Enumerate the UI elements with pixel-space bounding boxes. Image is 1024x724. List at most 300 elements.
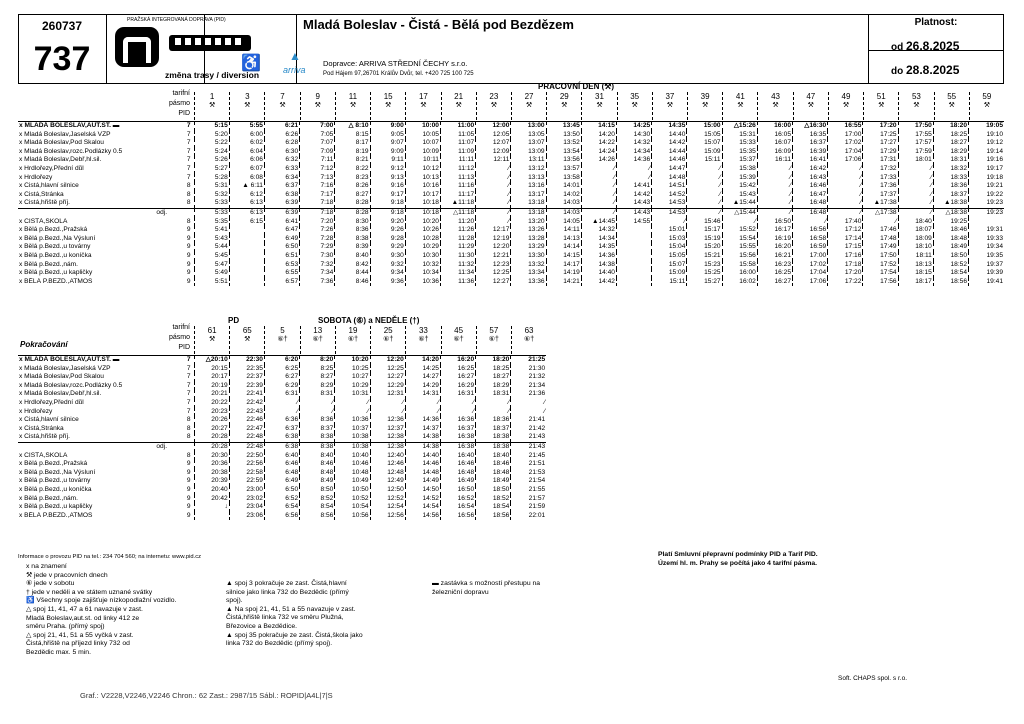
departure-time: 18:54 — [476, 503, 511, 512]
departure-time: 14:43 — [616, 199, 651, 208]
trip-number-label: 47 — [806, 92, 816, 101]
departure-time: 17:27 — [863, 139, 898, 148]
zone-header-line: PID — [178, 344, 190, 351]
tariff-zone: 9 — [186, 468, 191, 476]
departure-time: ⁄ — [898, 182, 933, 191]
departure-time: 12:05 — [476, 131, 511, 140]
departure-time: 8:42 — [335, 261, 370, 270]
departure-time: 16:43 — [793, 174, 828, 183]
departure-time: 16:25 — [757, 269, 792, 278]
departure-time: 10:38 — [335, 433, 370, 442]
departure-time: ⁄ — [476, 191, 511, 200]
departure-time — [229, 269, 264, 278]
departure-time: 12:40 — [370, 452, 405, 461]
departure-time: 18:56 — [476, 512, 511, 521]
trip-days-mark: ⚒ — [807, 102, 814, 109]
departure-time: 20:26 — [194, 416, 229, 425]
departure-time: ⁄ — [264, 399, 299, 408]
trip-number-label: 1 — [209, 92, 215, 101]
departure-time: 16:56 — [793, 226, 828, 235]
trip-number — [229, 326, 264, 354]
tariff-zone: 8 — [186, 451, 191, 459]
departure-time: 22:37 — [229, 373, 264, 382]
departure-time: 12:31 — [370, 390, 405, 399]
departure-time: 19:22 — [969, 191, 1004, 200]
stop-name: x Hrdlořezy — [19, 407, 53, 415]
departure-time: 19:18 — [969, 174, 1004, 183]
departure-time: 17:32 — [863, 165, 898, 174]
departure-time: 15:39 — [722, 174, 757, 183]
departure-time: 6:38 — [264, 442, 299, 451]
trip-number-label: 9 — [315, 92, 320, 101]
departure-time: 14:34 — [581, 235, 616, 244]
tariff-zone: 9 — [186, 494, 191, 502]
departure-time: 18:40 — [476, 452, 511, 461]
timetable-page — [18, 14, 1004, 690]
departure-time: 8:50 — [300, 486, 335, 495]
departure-time: 11:00 — [440, 122, 475, 131]
departure-time: ⁄ — [476, 182, 511, 191]
departure-time: 17:02 — [828, 139, 863, 148]
table-row — [18, 261, 1004, 270]
stop-name: x ČISTÁ,ŠKOLA — [19, 217, 68, 225]
departure-time: 17:40 — [828, 218, 863, 227]
departure-time: 19:17 — [969, 165, 1004, 174]
tariff-zone: 7 — [186, 173, 191, 181]
departure-time: 12:11 — [476, 156, 511, 165]
departure-time: 19:14 — [969, 148, 1004, 157]
departure-time: 19:21 — [969, 182, 1004, 191]
departure-time: 19:23 — [969, 199, 1004, 208]
departure-time: 18:29 — [476, 382, 511, 391]
departure-time: 18:20 — [933, 122, 968, 131]
trip-days-mark: ⚒ — [913, 102, 920, 109]
trip-number — [264, 326, 299, 354]
trip-days-mark: ⚒ — [385, 102, 392, 109]
line-number: 737 — [33, 40, 91, 78]
departure-time: 10:38 — [335, 442, 370, 451]
departure-time: ⁄ — [757, 165, 792, 174]
departure-time: 21:43 — [511, 433, 546, 442]
trip-number — [370, 92, 405, 120]
departure-time: 23:00 — [229, 486, 264, 495]
departure-time: 18:49 — [476, 477, 511, 486]
departure-time: 22:46 — [229, 416, 264, 425]
trip-days-mark: ⚒ — [561, 102, 568, 109]
departure-time: 19:12 — [969, 139, 1004, 148]
departure-time: 6:08 — [229, 174, 264, 183]
departure-time: 6:00 — [229, 131, 264, 140]
trip-number-label: 27 — [524, 92, 534, 101]
trip-days-mark: ⚒ — [596, 102, 603, 109]
stop-name: x Bělá p.Bezd.,Na Výsluní — [19, 234, 96, 242]
departure-time: 14:49 — [405, 477, 440, 486]
departure-time: 16:25 — [440, 365, 475, 374]
departure-time: 8:40 — [300, 452, 335, 461]
legend-line: Čistá,hřiště linka 732 ve směru Plužná, — [226, 614, 344, 622]
trip-number — [898, 92, 933, 120]
departure-time: 16:23 — [757, 261, 792, 270]
trip-number — [511, 326, 546, 354]
departure-time: 14:21 — [546, 278, 581, 287]
departure-time: 18:38 — [476, 442, 511, 451]
departure-time: 14:32 — [616, 139, 651, 148]
trip-days-mark: ⚒ — [666, 102, 674, 109]
table-row — [18, 191, 1004, 200]
departure-time: 17:48 — [863, 235, 898, 244]
departure-time: 14:19 — [546, 269, 581, 278]
departure-time: 13:17 — [511, 191, 546, 200]
trip-number — [405, 92, 440, 120]
departure-time: ⁄ — [264, 408, 299, 417]
departure-time: 10:20 — [405, 218, 440, 227]
trip-number-label: 63 — [524, 326, 534, 335]
legend-line: Čistá,hřiště na příjezd linky 732 od — [26, 640, 130, 648]
trip-number — [757, 92, 792, 120]
trip-days-mark: ⑥† — [312, 336, 323, 343]
departure-time: 13:29 — [511, 243, 546, 252]
trip-number-label: 57 — [489, 326, 499, 335]
trip-number — [617, 92, 652, 120]
stop-name: x Bělá p.Bezd.,nám. — [19, 260, 79, 268]
departure-time: 18:11 — [898, 252, 933, 261]
departure-time: 5:41 — [194, 226, 229, 235]
tariff-zone: 7 — [186, 364, 191, 372]
departure-time: 6:39 — [264, 208, 299, 217]
departure-time: 11:20 — [440, 218, 475, 227]
departure-time: 9:12 — [370, 165, 405, 174]
departure-time: ⁄ — [581, 191, 616, 200]
departure-time: 17:02 — [793, 261, 828, 270]
trip-number — [405, 326, 440, 354]
departure-time: 17:18 — [828, 261, 863, 270]
departure-time: 18:48 — [476, 469, 511, 478]
departure-time: ⁄ — [757, 208, 792, 217]
trip-number — [828, 92, 863, 120]
departure-time: 7:05 — [300, 131, 335, 140]
line-number-box — [19, 15, 107, 83]
departure-time: 13:50 — [546, 131, 581, 140]
departure-time: 13:11 — [511, 156, 546, 165]
departure-time: 13:34 — [511, 269, 546, 278]
departure-time: 8:26 — [335, 182, 370, 191]
carrier-address: Pod Hájem 97,26701 Králův Dvůr, tel. +420 725 100 725 — [323, 71, 474, 77]
departure-time: 8:31 — [300, 390, 335, 399]
departure-time: ⁄ — [757, 174, 792, 183]
departure-time: 12:17 — [476, 226, 511, 235]
tariff-zone: 9 — [186, 511, 191, 519]
departure-time: 7:11 — [300, 156, 335, 165]
departure-time: 8:46 — [300, 460, 335, 469]
table-row — [18, 373, 546, 382]
trip-number-label: 7 — [280, 92, 285, 101]
departure-time: 19:23 — [969, 208, 1004, 217]
departure-time: 14:46 — [405, 460, 440, 469]
departure-time: 16:19 — [757, 235, 792, 244]
departure-time: 19:25 — [933, 218, 968, 227]
departure-time: 11:34 — [440, 269, 475, 278]
departure-time: 14:50 — [405, 486, 440, 495]
departure-time: 16:48 — [440, 469, 475, 478]
trip-days-mark: ⚒ — [948, 102, 955, 109]
departure-time: 14:38 — [581, 261, 616, 270]
legend-line: ⚒ jede v pracovních dnech — [26, 571, 108, 579]
departure-time: 6:07 — [229, 165, 264, 174]
departure-time: 12:48 — [370, 469, 405, 478]
departure-time: 11:07 — [440, 139, 475, 148]
departure-time: 5:33 — [194, 208, 229, 217]
departure-time: 16:50 — [757, 218, 792, 227]
departure-time: 13:18 — [511, 199, 546, 208]
departure-time: 5:55 — [229, 122, 264, 131]
departure-time: 17:33 — [863, 174, 898, 183]
table-row — [18, 218, 1004, 227]
departure-time: 16:02 — [722, 278, 757, 287]
departure-time: 10:29 — [405, 243, 440, 252]
departure-time: 18:13 — [898, 261, 933, 270]
departure-time: 15:33 — [722, 139, 757, 148]
departure-time: 5:47 — [194, 261, 229, 270]
trip-number-label: 31 — [595, 92, 604, 101]
departure-time: 17:00 — [793, 252, 828, 261]
departure-time: 13:32 — [511, 261, 546, 270]
departure-time: ▲ 6:11 — [229, 182, 264, 191]
departure-time: 22:59 — [229, 477, 264, 486]
stop-name: x Mladá Boleslav,Jaselská VZP — [19, 364, 111, 372]
table-row — [18, 208, 1004, 217]
departure-time: 12:38 — [370, 442, 405, 451]
tariff-zone: 9 — [186, 226, 191, 234]
departure-time: 20:28 — [194, 442, 229, 451]
departure-time: 6:56 — [264, 512, 299, 521]
departure-time: 7:07 — [300, 139, 335, 148]
departure-time: ⁄ — [828, 208, 863, 217]
trip-days-mark: ⑥† — [488, 336, 499, 343]
table-row — [18, 495, 546, 504]
departure-time: 12:29 — [370, 382, 405, 391]
departure-time: 18:29 — [933, 148, 968, 157]
departure-time: 6:48 — [264, 469, 299, 478]
departure-time: 10:25 — [335, 365, 370, 374]
tariff-zone: 9 — [186, 477, 191, 485]
departure-time: 5:51 — [194, 278, 229, 287]
tariff-zone: 9 — [186, 251, 191, 259]
departure-time: 8:36 — [300, 416, 335, 425]
tariff-zone: 9 — [186, 503, 191, 511]
departure-time: 5:27 — [194, 165, 229, 174]
departure-time: 8:17 — [335, 139, 370, 148]
departure-time: 15:20 — [687, 243, 722, 252]
table-row — [18, 165, 1004, 174]
departure-time: ⁄ — [616, 165, 651, 174]
departure-time — [616, 243, 651, 252]
trip-number — [934, 92, 969, 120]
departure-time: 5:35 — [194, 218, 229, 227]
zone-header-line: tarifní — [172, 90, 190, 97]
tariff-zone: 8 — [186, 190, 191, 198]
departure-time: 16:48 — [793, 208, 828, 217]
departure-time: 21:34 — [511, 382, 546, 391]
departure-time: 14:54 — [405, 503, 440, 512]
software-credit: Soft. CHAPS spol. s r.o. — [838, 675, 907, 682]
stop-name: x Bělá p.Bezd.,Na Výsluní — [19, 468, 96, 476]
departure-time: ⁄ — [828, 182, 863, 191]
departure-time: 15:21 — [687, 252, 722, 261]
departure-time: 13:07 — [511, 139, 546, 148]
trip-days-mark: ⚒ — [314, 102, 321, 109]
departure-time: 18:48 — [933, 235, 968, 244]
stop-name: x MLADÁ BOLESLAV,AUT.ST. ▬ — [18, 356, 168, 365]
table-row — [18, 469, 546, 478]
tariff-zone: 8 — [186, 433, 191, 441]
weekday-title: PRACOVNÍ DEN (⚒) — [538, 82, 615, 91]
departure-time: 14:24 — [581, 148, 616, 157]
departure-time: 15:56 — [722, 252, 757, 261]
departure-time: 6:49 — [264, 235, 299, 244]
departure-time: 11:32 — [440, 261, 475, 270]
departure-time: 21:51 — [511, 460, 546, 469]
departure-time: 7:16 — [300, 182, 335, 191]
weekend-title: SOBOTA (⑥) a NEDĚLE (†) — [318, 316, 420, 325]
departure-time: ▲11:18 — [440, 199, 475, 208]
trip-days-mark: ⚒ — [349, 102, 357, 109]
departure-time: 11:28 — [440, 235, 475, 244]
departure-time: 18:54 — [933, 269, 968, 278]
departure-time: △15:26 — [722, 122, 757, 131]
departure-time: 15:09 — [652, 269, 687, 278]
departure-time: 20:36 — [194, 460, 229, 469]
departure-time: 6:28 — [264, 139, 299, 148]
tariff-zone: 8 — [186, 199, 191, 207]
departure-time: 15:52 — [722, 226, 757, 235]
departure-time: 16:21 — [757, 252, 792, 261]
departure-time: 16:35 — [793, 131, 828, 140]
departure-time: 16:20 — [757, 243, 792, 252]
departure-time: 15:27 — [687, 278, 722, 287]
trip-number-label: 21 — [454, 92, 464, 101]
departure-time: 12:37 — [370, 425, 405, 434]
departure-time: 10:13 — [405, 174, 440, 183]
stop-name: x Bělá p.Bezd.,u továrny — [19, 477, 91, 485]
departure-time: 17:46 — [863, 226, 898, 235]
departure-time: 8:27 — [300, 373, 335, 382]
trip-number-label: 17 — [418, 92, 428, 101]
departure-time: ⁄ — [863, 218, 898, 227]
stop-name: x Čistá,hřiště příj. — [19, 433, 70, 441]
trip-number — [863, 92, 898, 120]
change-notice: změna trasy / diversion — [165, 70, 260, 80]
departure-time: 20:27 — [194, 425, 229, 434]
departure-time: 12:50 — [370, 486, 405, 495]
departure-time: 19:35 — [969, 252, 1004, 261]
departure-time: 14:29 — [405, 382, 440, 391]
departure-time: ↓ — [194, 503, 229, 512]
departure-time: 7:17 — [300, 191, 335, 200]
stop-name: x Bělá p.Bezd.,u kapličky — [19, 503, 93, 511]
departure-time: 8:28 — [335, 208, 370, 217]
departure-time: 10:05 — [405, 131, 440, 140]
departure-time: 21:53 — [511, 469, 546, 478]
trip-number — [652, 92, 687, 120]
departure-time: 14:55 — [616, 218, 651, 227]
departure-time: 21:43 — [511, 442, 546, 451]
departure-time: 7:34 — [300, 269, 335, 278]
departure-time: 17:55 — [898, 131, 933, 140]
departure-time: 14:05 — [546, 218, 581, 227]
departure-time: 7:30 — [300, 252, 335, 261]
trip-number — [264, 92, 299, 120]
departure-time: 17:31 — [863, 156, 898, 165]
stop-name: x Bělá p.Bezd.,Pražská — [19, 460, 88, 468]
stop-name: x MLADÁ BOLESLAV,AUT.ST. ▬ — [18, 122, 168, 131]
departure-time: 10:31 — [335, 390, 370, 399]
departure-time: 18:49 — [933, 243, 968, 252]
table-row — [18, 199, 1004, 208]
trip-number — [441, 326, 476, 354]
departure-time: 15:11 — [687, 156, 722, 165]
departure-time: 17:56 — [863, 278, 898, 287]
departure-time — [229, 235, 264, 244]
departure-time: 17:22 — [828, 278, 863, 287]
departure-time: 15:07 — [652, 261, 687, 270]
departure-time: 15:23 — [687, 261, 722, 270]
departure-time: 11:12 — [440, 165, 475, 174]
departure-time: 6:12 — [229, 191, 264, 200]
departure-time: 22:48 — [229, 433, 264, 442]
departure-time — [229, 226, 264, 235]
departure-time: 23:06 — [229, 512, 264, 521]
departure-time: 14:36 — [581, 252, 616, 261]
departure-time: 8:52 — [300, 495, 335, 504]
departure-time: 14:34 — [616, 148, 651, 157]
trip-number — [370, 326, 405, 354]
departure-time: 12:25 — [476, 269, 511, 278]
tariff-zone: 7 — [186, 373, 191, 381]
departure-time: 16:27 — [757, 278, 792, 287]
departure-time: ⁄ — [581, 165, 616, 174]
departure-time: 7:09 — [300, 148, 335, 157]
departure-time: 14:42 — [652, 139, 687, 148]
departure-time: 15:09 — [687, 148, 722, 157]
departure-time — [616, 235, 651, 244]
departure-time: 18:32 — [933, 165, 968, 174]
legend-line: ▲ spoj 35 pokračuje ze zast. Čistá,škola jako — [226, 631, 363, 639]
departure-time: 16:00 — [757, 122, 792, 131]
departure-time: 16:59 — [793, 243, 828, 252]
table-row — [18, 131, 1004, 140]
departure-time: 17:06 — [828, 156, 863, 165]
departure-time: 7:20 — [300, 218, 335, 227]
departure-time: 13:18 — [511, 208, 546, 217]
departure-time: 10:49 — [335, 477, 370, 486]
departure-time: 5:44 — [194, 243, 229, 252]
trip-days-mark: ⑥† — [523, 336, 535, 343]
departure-time: 12:38 — [370, 433, 405, 442]
departure-time: 10:50 — [335, 486, 370, 495]
departure-time: 22:56 — [229, 460, 264, 469]
trip-number-label: 15 — [383, 92, 393, 101]
departure-time: 10:28 — [405, 235, 440, 244]
departure-time: ⁄ — [793, 218, 828, 227]
departure-time: 7:13 — [300, 174, 335, 183]
legend-left — [26, 563, 176, 658]
trip-number-label: 37 — [665, 92, 675, 101]
departure-time: 20:21 — [194, 390, 229, 399]
departure-time: 10:07 — [405, 139, 440, 148]
weekend-trip-header — [18, 324, 1004, 354]
departure-time: 16:46 — [440, 460, 475, 469]
departure-time: 6:50 — [264, 243, 299, 252]
